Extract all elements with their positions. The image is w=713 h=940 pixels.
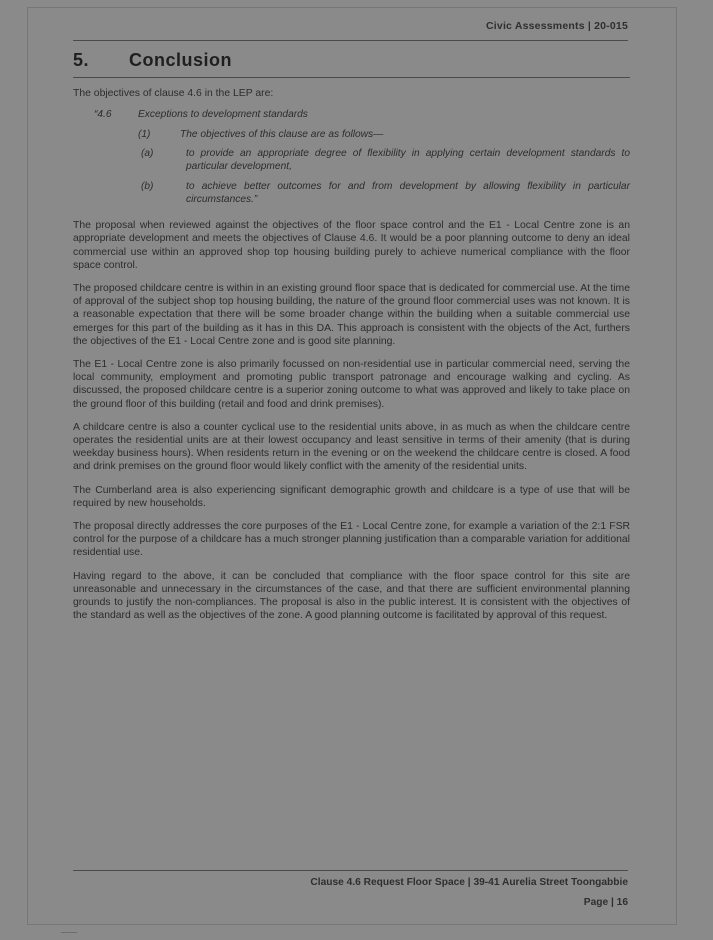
quote-clause-line	[73, 108, 630, 121]
quote-item-b	[73, 180, 630, 206]
page-content	[73, 50, 630, 632]
body-paragraph-4: A childcare centre is also a counter cyclical use to the residential units above, in as much as when the childcare centre operates the residential units are at their lowest occupancy and least sensitive in terms of their amenity (that is during weekday business hours). When residents return in the evening or on the weekend the childcare centre is closed. A food and drink premises on the ground floor would likely conflict with the amenity of the residential units.	[73, 421, 630, 473]
quote-subclause-line	[73, 128, 630, 141]
section-title-text: Conclusion	[129, 50, 232, 70]
quote-subclause-text: The objectives of this clause are as follows—	[180, 129, 384, 141]
footer-divider	[73, 870, 628, 871]
header-divider	[73, 40, 628, 41]
section-number: 5.	[73, 50, 90, 70]
intro-paragraph: The objectives of clause 4.6 in the LEP are:	[73, 88, 274, 99]
page-header: Civic Assessments | 20-015	[486, 20, 628, 32]
quote-item-b-text: to achieve better outcomes for and from development by allowing flexibility in particular circumstances.”	[186, 181, 630, 206]
body-paragraph-3: The E1 - Local Centre zone is also primarily focussed on non-residential use in particular commercial need, serving the local community, employment and promoting public transport patronage and encourage walking and cycling. As discussed, the proposed childcare centre is a superior zoning outcome to what was approved and likely to take place on the ground floor of this building (retail and food and drink premises).	[73, 359, 630, 410]
quote-item-a	[73, 147, 630, 173]
footer-page-number: Page | 16	[583, 897, 628, 908]
quote-item-a-text: to provide an appropriate degree of flexibility in applying certain development standards to particular development,	[186, 148, 630, 173]
page-sheet	[28, 8, 676, 924]
quote-subclause-number: (1)	[138, 129, 151, 141]
footer-document-reference: Clause 4.6 Request Floor Space | 39-41 Aurelia Street Toongabbie	[310, 877, 628, 888]
section-heading	[73, 50, 630, 71]
quote-clause-title: Exceptions to development standards	[138, 109, 308, 121]
body-paragraph-5: The Cumberland area is also experiencing significant demographic growth and childcare is a type of use that will be required by new households.	[73, 484, 630, 509]
body-paragraph-6: The proposal directly addresses the core purposes of the E1 - Local Centre zone, for example a variation of the 2:1 FSR control for the purpose of a childcare has a much stronger planning justification than a comparable variation for additional residential use.	[73, 521, 630, 559]
quote-item-a-label: (a)	[141, 148, 154, 160]
quote-clause-number: “4.6	[94, 109, 112, 121]
section-title-divider	[73, 77, 630, 78]
body-paragraph-1: The proposal when reviewed against the objectives of the floor space control and the E1 - Local Centre zone is an appropriate development and meets the objectives of Clause 4.6. It would be a poor planning outcome to deny an ideal commercial use within an approved shop top housing building purely to achieve numerical compliance with the floor space control.	[73, 220, 630, 271]
page-corner-mark	[61, 932, 77, 933]
quote-item-b-label: (b)	[141, 181, 154, 193]
body-paragraph-2: The proposed childcare centre is within in an existing ground floor space that is dedicated for commercial use. At the time of approval of the subject shop top housing building, the nature of the ground floor commercial uses was not known. It is a reasonable expectation that there will be some broader change within the building when a suitable commercial use emerges for this part of the building as it has in this DA. This approach is consistent with the objects of the Act, furthers the objectives of the E1 - Local Centre zone and is good site planning.	[73, 283, 630, 347]
body-paragraph-7: Having regard to the above, it can be concluded that compliance with the floor space control for this site are unreasonable and unnecessary in the circumstances of the case, and that there are sufficient environmental planning grounds to justify the non-compliances. The proposal is also in the public interest. It is consistent with the objectives of the standard as well as the objectives of the zone. A good planning outcome is facilitated by approval of this request.	[73, 570, 630, 622]
